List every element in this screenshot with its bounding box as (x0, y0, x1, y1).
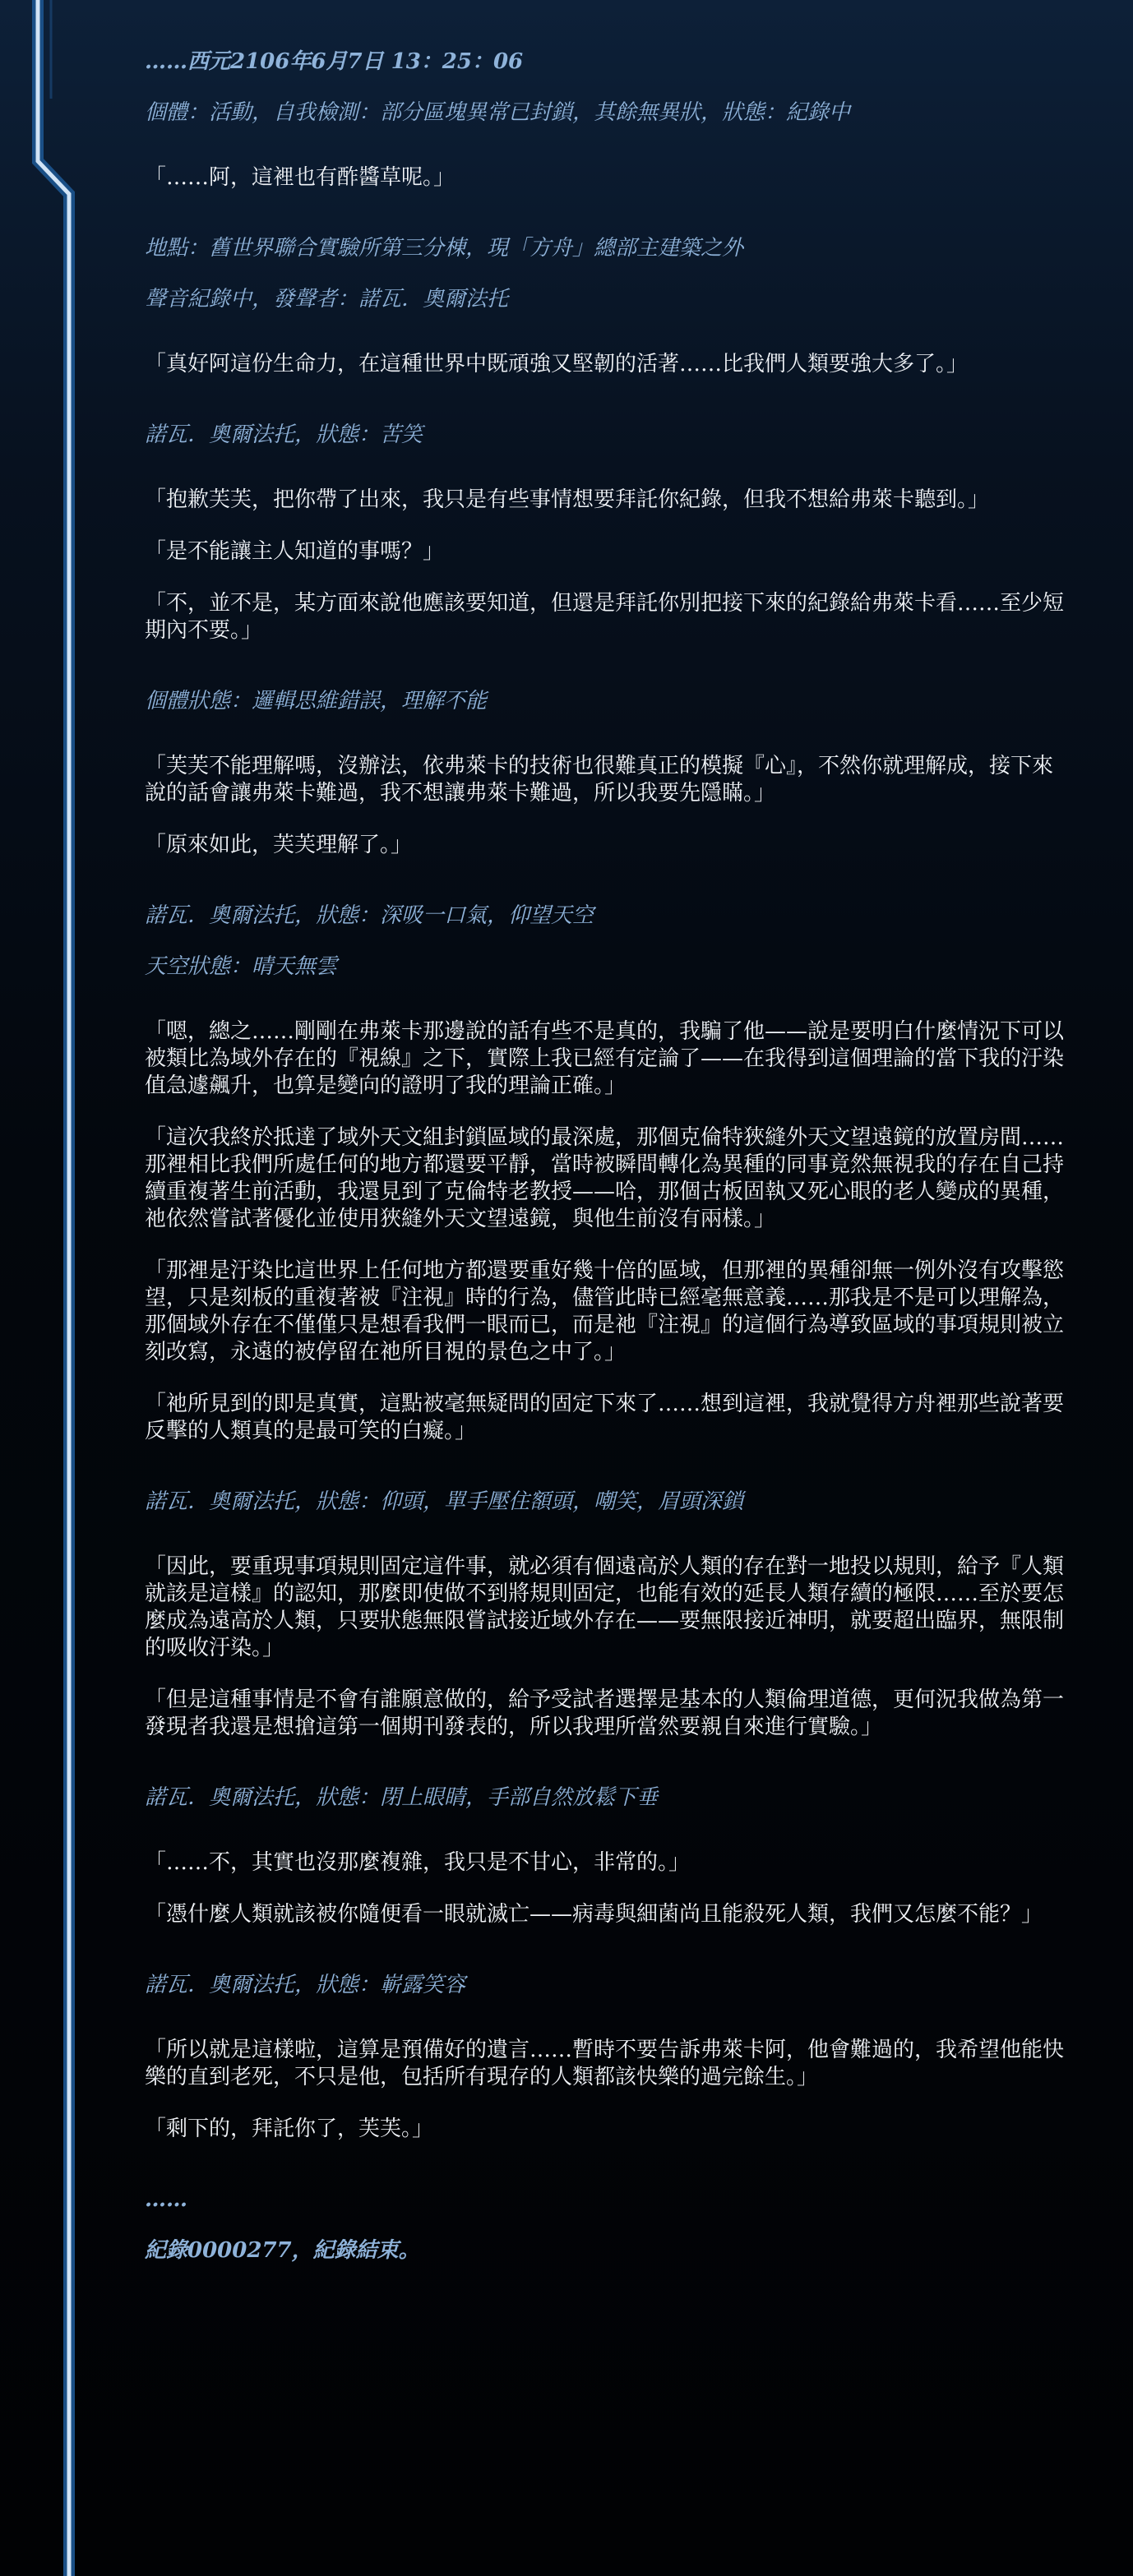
dialogue-line: 「不，並不是，某方面來說他應該要知道，但還是拜託你別把接下來的紀錄給弗萊卡看……至少短期內不要。」 (145, 591, 1065, 643)
log-end-line: 紀錄0000277，紀錄結束。 (145, 2238, 420, 2263)
log-recording-line: 聲音紀錄中，發聲者：諾瓦．奧爾法托 (145, 287, 509, 312)
log-location-line: 地點：舊世界聯合實驗所第三分棟，現「方舟」總部主建築之外 (145, 236, 744, 261)
dialogue-line: 「真好阿這份生命力，在這種世界中既頑強又堅韌的活著……比我們人類要強大多了。」 (145, 352, 969, 376)
log-timestamp: ……西元2106年6月7日 13：25：06 (145, 49, 524, 74)
dialogue-line: 「是不能讓主人知道的事嗎？」 (145, 539, 445, 564)
dialogue-line: 「……不，其實也沒那麼複雜，我只是不甘心，非常的。」 (145, 1850, 691, 1875)
log-status-line: 諾瓦．奧爾法托，狀態：閉上眼睛，手部自然放鬆下垂 (145, 1785, 659, 1810)
dialogue-line: 「抱歉芙芙，把你帶了出來，我只是有些事情想要拜託你紀錄，但我不想給弗萊卡聽到。」 (145, 487, 990, 512)
circuit-line-decoration (0, 0, 99, 2576)
dialogue-line: 「嗯，總之……剛剛在弗萊卡那邊說的話有些不是真的，我騙了他——說是要明白什麼情況下可以被類比為域外存在的『視線』之下，實際上我已經有定論了——在我得到這個理論的當下我的汙染值急遽飆升，也算是變向的證明了我的理論正確。」 (145, 1019, 1065, 1098)
log-status-line: 諾瓦．奧爾法托，狀態：仰頭，單手壓住額頭，嘲笑，眉頭深鎖 (145, 1489, 744, 1514)
dialogue-line: 「芙芙不能理解嗎，沒辦法，依弗萊卡的技術也很難真正的模擬『心』，不然你就理解成，接下來說的話會讓弗萊卡難過，我不想讓弗萊卡難過，所以我要先隱瞞。」 (145, 754, 1054, 806)
dialogue-line: 「……阿，這裡也有酢醬草呢。」 (145, 165, 456, 190)
log-ellipsis: …… (145, 2187, 187, 2212)
log-status-line: 諾瓦．奧爾法托，狀態：苦笑 (145, 422, 423, 447)
dialogue-line: 「但是這種事情是不會有誰願意做的，給予受試者選擇是基本的人類倫理道德，更何況我做為第一發現者我還是想搶這第一個期刊發表的，所以我理所當然要親自來進行實驗。」 (145, 1687, 1065, 1739)
dialogue-line: 「這次我終於抵達了域外天文組封鎖區域的最深處，那個克倫特狹縫外天文望遠鏡的放置房間……那裡相比我們所處任何的地方都還要平靜，當時被瞬間轉化為異種的同事竟然無視我的存在自己持續重複著生前活動，我還見到了克倫特老教授——哈，那個古板固執又死心眼的老人變成的異種，祂依然嘗試著優化並使用狹縫外天文望遠鏡，與他生前沒有兩樣。」 (145, 1125, 1065, 1231)
dialogue-line: 「因此，要重現事項規則固定這件事，就必須有個遠高於人類的存在對一地投以規則，給予『人類就該是這樣』的認知，那麼即使做不到將規則固定，也能有效的延長人類存續的極限……至於要怎麼成為遠高於人類，只要狀態無限嘗試接近域外存在——要無限接近神明，就要超出臨界，無限制的吸收汙染。」 (145, 1554, 1065, 1660)
log-document (145, 46, 1066, 2286)
dialogue-line: 「所以就是這樣啦，這算是預備好的遺言……暫時不要告訴弗萊卡阿，他會難過的，我希望他能快樂的直到老死，不只是他，包括所有現存的人類都該快樂的過完餘生。」 (145, 2038, 1065, 2089)
dialogue-line: 「剩下的，拜託你了，芙芙。」 (145, 2117, 434, 2141)
dialogue-line: 「憑什麼人類就該被你隨便看一眼就滅亡——病毒與細菌尚且能殺死人類，我們又怎麼不能？」 (145, 1902, 1043, 1927)
dialogue-line: 「祂所見到的即是真實，這點被毫無疑問的固定下來了……想到這裡，我就覺得方舟裡那些說著要反擊的人類真的是最可笑的白癡。」 (145, 1392, 1065, 1443)
log-sky-status-line: 天空狀態：晴天無雲 (145, 954, 338, 979)
dialogue-line: 「那裡是汙染比這世界上任何地方都還要重好幾十倍的區域，但那裡的異種卻無一例外沒有攻擊慾望，只是刻板的重複著被『注視』時的行為，儘管此時已經毫無意義……那我是不是可以理解為，那個域外存在不僅僅只是想看我們一眼而已，而是祂『注視』的這個行為導致區域的事項規則被立刻改寫，永遠的被停留在祂所目視的景色之中了。」 (145, 1258, 1065, 1364)
log-status-line: 個體：活動，自我檢測：部分區塊異常已封鎖，其餘無異狀，狀態：紀錄中 (145, 100, 851, 125)
log-status-line: 個體狀態：邏輯思維錯誤，理解不能 (145, 689, 488, 713)
dialogue-line: 「原來如此，芙芙理解了。」 (145, 833, 413, 857)
log-status-line: 諾瓦．奧爾法托，狀態：深吸一口氣，仰望天空 (145, 903, 594, 928)
log-status-line: 諾瓦．奧爾法托，狀態：嶄露笑容 (145, 1973, 466, 1997)
